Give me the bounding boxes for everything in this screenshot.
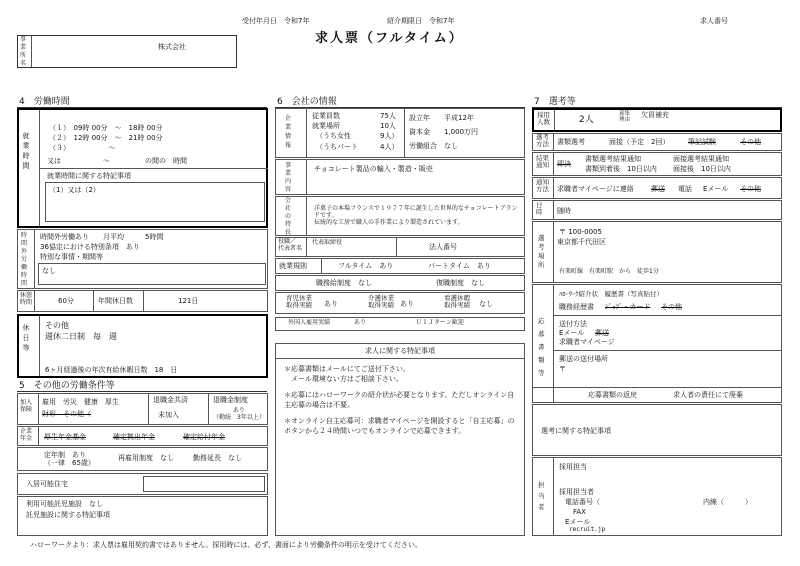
insurance-items: 雇用 労災 健康 厚生 <box>42 398 119 406</box>
retire-age-row <box>17 447 268 471</box>
female-value: 9人） <box>380 132 399 140</box>
selection-special-title: 選考に関する特記事項 <box>541 427 611 435</box>
footer-note: ハローワークより：求人票は雇用契約書ではありません。採用時には、必ず、書面により労働条件の明示を受けてください。 <box>30 541 422 549</box>
break-row <box>17 290 268 312</box>
docs-line-1: ﾊﾛｰﾜｰｸ紹介状 履歴書（写真貼付） <box>559 290 663 298</box>
place-access: 有楽町線 有楽町駅 から 徒歩1分 <box>559 268 659 275</box>
business-box <box>275 159 525 195</box>
employees-value: 75人 <box>380 112 396 120</box>
nursing-leave-label: 介護休業 取得実績 <box>368 294 394 310</box>
notice-other: その他 <box>740 185 761 193</box>
foreign-row <box>275 317 525 331</box>
notice-email: Eメール <box>703 185 729 193</box>
section-6-title: 6 会社の情報 <box>275 97 525 108</box>
method-interview: 面接（予定 2回） <box>609 138 670 146</box>
docs-label: 応 募 書 類 等 <box>538 317 545 377</box>
pension-item-1: 厚生年金基金 <box>44 433 86 441</box>
employees-label: 従業員数 <box>312 112 340 120</box>
docs-jobcard: ｼﾞｮﾌﾞ・カード <box>605 303 651 311</box>
section-4-title: 4 労働時間 <box>17 97 267 108</box>
break-label: 休憩時間 <box>20 292 33 306</box>
uij-turn: ＵＩＪターン歓迎 <box>416 319 464 326</box>
result-immediate: 即決 <box>557 160 571 168</box>
break-value: 60分 <box>58 297 74 305</box>
rules-fulltime: フルタイム あり <box>338 262 394 270</box>
childcare-row <box>17 496 268 536</box>
date-value: 随時 <box>557 207 571 215</box>
method-row <box>532 133 782 151</box>
housing-box <box>143 476 265 492</box>
notice-phone: 電話 <box>678 185 692 193</box>
special-note: ＊応募書類はメールにてご送付下さい。 <box>284 365 410 373</box>
mutual-aid-value: 未加入 <box>158 411 179 419</box>
office-box <box>17 35 237 68</box>
duty-pay: 職務給制度 なし <box>316 279 372 287</box>
feature-text: 洋菓子の本場フランスで１９７７年に誕生した世界的なチョコレートブランドです。 伝統的な工房で職人の手作業により製造されています。 <box>314 205 518 226</box>
referral-date: 紹介期限日 令和7年 <box>387 17 455 25</box>
contact-box <box>532 457 782 536</box>
part-label: （うちパート <box>316 143 358 151</box>
capital: 資本金 1,000万円 <box>409 128 479 136</box>
hire-box <box>532 108 782 132</box>
place-address: 東京都千代田区 <box>557 238 606 246</box>
method-label: 選考 方法 <box>536 133 549 149</box>
hire-value: 2人 <box>579 115 594 125</box>
hire-label: 採用 人数 <box>537 111 550 127</box>
rehire: 再雇用制度 なし <box>118 454 174 462</box>
feature-box <box>275 196 525 236</box>
date-row <box>532 200 782 220</box>
date-label: 日時 <box>536 201 543 217</box>
shift-1: （１） 09時 00分 ～ 18時 00分 <box>49 124 163 132</box>
overtime-line-1: 時間外労働あり 月平均 5時間 <box>40 233 164 241</box>
holiday-weekly: 週休二日制 毎 週 <box>45 332 117 341</box>
corp-number-label: 法人番号 <box>429 243 457 251</box>
annual-holidays-value: 121日 <box>178 297 199 305</box>
contact-person: 採用担当者 <box>559 488 594 496</box>
childcare-label: 利用可能託児施設 なし <box>26 500 103 508</box>
overtime-detail-box <box>38 263 266 285</box>
result-label: 結果 通知 <box>536 154 549 170</box>
send-mail: 郵送 <box>595 329 609 337</box>
notice-label: 通知 方法 <box>536 178 549 194</box>
housing-row <box>17 473 268 495</box>
business-text: チョコレート製品の輸入・製造・販売 <box>314 165 433 173</box>
contact-email: Eメール <box>565 518 591 526</box>
workplace-value: 10人 <box>380 122 396 130</box>
part-value: 4人） <box>380 143 399 151</box>
insurance-struck: 財形 その他（ <box>42 410 91 418</box>
nurse-leave-value: なし <box>479 300 493 308</box>
contact-fax: FAX <box>573 508 586 516</box>
special-notes-box <box>275 343 525 536</box>
section-5-title: 5 その他の労働条件等 <box>17 381 267 392</box>
office-label: 事 業 所 名 <box>20 36 27 67</box>
page-title: 求人票（フルタイム） <box>315 31 464 46</box>
rules-label: 就業規則 <box>279 262 307 270</box>
female-label: （うち女性 <box>316 132 351 140</box>
insurance-label: 加入保険 <box>20 399 33 413</box>
mail-to-label: 郵送の送付場所 <box>559 355 608 363</box>
send-mypage: 求職者マイページ <box>559 338 615 346</box>
place-box <box>532 221 782 283</box>
method-written: 筆記試験 <box>688 138 716 146</box>
holidays-label: 休日等 <box>22 324 31 354</box>
reason-label: 募集 理由 <box>619 111 631 124</box>
or-hours: 又は ～ の間の 時間 <box>47 157 187 165</box>
notice-mail: 郵送 <box>651 185 665 193</box>
contact-dept: 採用担当 <box>559 463 587 471</box>
special-note: メール環境ない方はご相談下さい。 <box>284 375 403 383</box>
company-name: 株式会社 <box>158 43 186 51</box>
method-other: その他 <box>740 138 761 146</box>
paid-leave: 6ヶ月経過後の年次有給休暇日数 18 日 <box>45 366 178 374</box>
special-note: ＊応募にはハローワークの紹介状が必要となります。ただしオンライン自主応募の場合は不要。 <box>284 391 515 409</box>
contact-label: 担 当 者 <box>538 481 545 511</box>
result-days-interview: 面接後 10日以内 <box>673 165 731 173</box>
result-row <box>532 152 782 176</box>
hours-special-body: （1）又は（2） <box>49 186 100 194</box>
pension-label: 企業年金 <box>20 428 33 442</box>
pension-item-3: 確定給付年金 <box>183 433 225 441</box>
insurance-row <box>17 393 268 425</box>
shift-2: （２） 12時 00分 ～ 21時 00分 <box>49 134 163 142</box>
nurse-leave-label: 看護休暇 取得実績 <box>444 294 470 310</box>
place-zip: 〒 100-0005 <box>559 228 602 236</box>
hours-special-title: 就業時間に関する特記事項 <box>47 172 131 180</box>
special-notes-title: 求人に関する特記事項 <box>365 347 435 355</box>
selection-special-box <box>532 404 782 456</box>
notice-value: 求職者マイページに連絡 <box>557 185 634 193</box>
mutual-aid-label: 退職金共済 <box>153 396 188 404</box>
overtime-line-3: 特別な事情・期間等 <box>40 253 103 261</box>
rep-value: 代表取締役 <box>312 239 343 246</box>
return-value: 求人者の責任にて廃棄 <box>673 391 743 399</box>
received-date: 受付年月日 令和7年 <box>242 17 310 25</box>
overtime-line-2: 36協定における特別条項 あり <box>40 243 140 251</box>
job-number-label: 求人番号 <box>700 17 728 25</box>
docs-box <box>532 284 782 403</box>
foreign-label: 外国人雇用実績 <box>288 319 331 326</box>
business-label: 事 業 内 容 <box>285 162 292 193</box>
mail-zip: 〒 <box>559 365 566 373</box>
childcare-leave-value: あり <box>324 300 338 308</box>
special-note: ＊オンライン自主応募可：求職者マイページを開設すると「自主応募」のボタンから２４時間いつでもオンラインで応募できます。 <box>284 417 515 435</box>
return-label: 応募書類の返戻 <box>588 391 637 399</box>
contact-email-domain: recruit.jp <box>569 526 606 533</box>
shift-3: （３） ～ <box>49 144 116 152</box>
overtime-label: 時 間 外 労 働 時 間 <box>21 232 28 287</box>
pension-row <box>17 426 268 446</box>
result-days-doc: 書類到着後 10日以内 <box>585 165 657 173</box>
foreign-value: あり <box>354 319 367 326</box>
send-method-label: 送付方法 <box>559 320 587 328</box>
rep-label: 役職／ 代表者名 <box>278 238 303 252</box>
work-hours-label: 就業時間 <box>22 132 31 172</box>
feature-label: 会 社 の 特 長 <box>285 197 292 236</box>
result-doc: 書類選考結果通知 <box>585 155 641 163</box>
result-interview: 面接選考結果通知 <box>673 155 729 163</box>
retire-value: あり （勤続 3年以上） <box>213 407 265 421</box>
section-7-title: 7 選考等 <box>532 97 782 108</box>
pension-item-2: 確定拠出年金 <box>113 433 155 441</box>
contact-extension: 内線（ ） <box>703 498 752 506</box>
workplace-label: 就業場所 <box>312 122 340 130</box>
hours-special-box <box>45 182 265 222</box>
special-notes-list <box>284 364 516 436</box>
overtime-box <box>17 229 268 289</box>
reinstate: 復職制度 なし <box>436 279 485 287</box>
work-hours-box <box>17 108 268 228</box>
retire-label: 退職金制度 <box>213 396 248 404</box>
duty-row <box>275 275 525 291</box>
extension: 勤務延長 なし <box>193 454 242 462</box>
send-email: Eメール <box>559 329 585 337</box>
nursing-leave-value: あり <box>400 300 414 308</box>
reason-value: 欠員補充 <box>641 111 669 119</box>
holidays-box <box>17 314 268 378</box>
retire-age: 定年制 あり （一律 65歳） <box>44 451 95 468</box>
annual-holidays-label: 年間休日数 <box>98 297 133 305</box>
company-info-label: 企 業 情 報 <box>285 115 292 149</box>
method-doc: 書類選考 <box>557 138 585 146</box>
rep-row <box>275 237 525 257</box>
union: 労働組合 なし <box>409 142 458 150</box>
childcare-note: 託児施設に関する特記事項 <box>26 511 110 519</box>
place-label: 選 考 場 所 <box>538 234 545 269</box>
overtime-line-4: なし <box>42 267 56 275</box>
notice-row <box>532 177 782 199</box>
rules-parttime: パートタイム あり <box>428 262 491 270</box>
leave-row <box>275 292 525 314</box>
founded: 設立年 平成12年 <box>409 114 474 122</box>
docs-line-2: 職務経歴書 <box>559 303 594 311</box>
contact-phone: 電話番号（ <box>565 498 600 506</box>
docs-other: その他 <box>661 303 682 311</box>
rules-row <box>275 258 525 274</box>
housing-label: 入居可能住宅 <box>26 480 68 488</box>
childcare-leave-label: 育児休業 取得実績 <box>286 294 312 310</box>
company-info-box <box>275 108 525 158</box>
holiday-other: その他 <box>45 321 69 330</box>
